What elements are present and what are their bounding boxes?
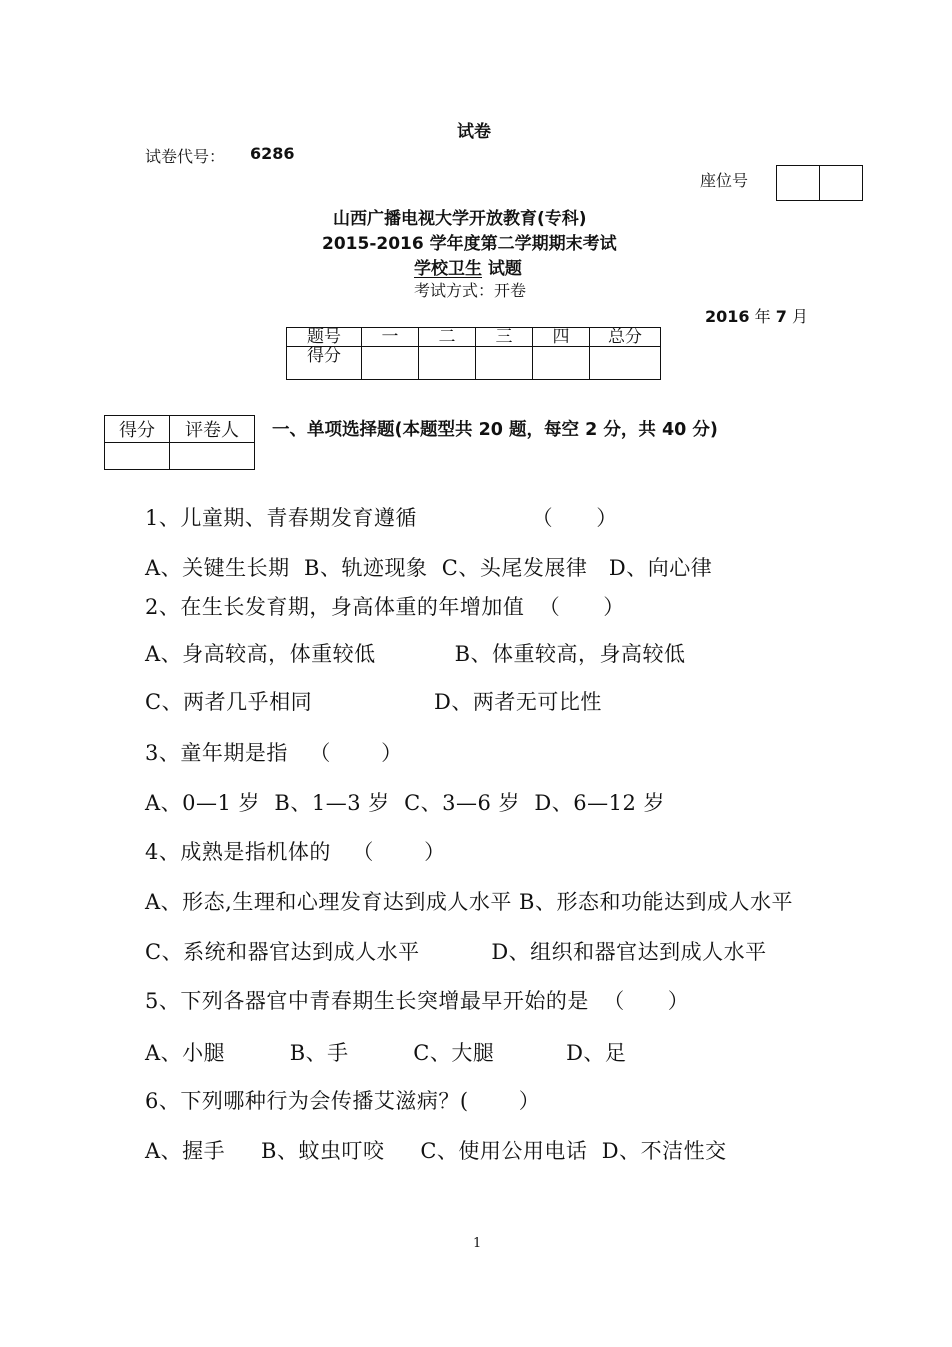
- exam-date-month-unit: 月: [791, 307, 808, 326]
- exam-term: 2015-2016 学年度第二学期期末考试: [322, 234, 617, 254]
- question-line: 2、在生长发育期，身高体重的年增加值 （ ）: [145, 595, 625, 619]
- page-number: 1: [473, 1236, 482, 1251]
- section-title: 一、单项选择题(本题型共 20 题，每空 2 分，共 40 分): [272, 420, 718, 440]
- option-line: A、握手 B、蚊虫叮咬 C、使用公用电话 D、不洁性交: [145, 1139, 727, 1163]
- question-line: 1、儿童期、青春期发育遵循 （ ）: [145, 506, 618, 530]
- exam-date-year: 2016: [705, 307, 750, 326]
- seat-box[interactable]: [820, 166, 863, 201]
- question-line: 6、下列哪种行为会传播艾滋病？( ）: [145, 1089, 541, 1113]
- score-header-cell: 一: [362, 328, 419, 347]
- question-line: 5、下列各器官中青春期生长突增最早开始的是 （ ）: [145, 989, 690, 1013]
- grader-header-cell: 得分: [105, 416, 170, 443]
- exam-title: 试卷: [457, 122, 491, 142]
- option-line: A、关键生长期 B、轨迹现象 C、头尾发展律 D、向心律: [145, 556, 713, 580]
- score-cell[interactable]: [533, 347, 590, 380]
- option-line: A、0—1 岁 B、1—3 岁 C、3—6 岁 D、6—12 岁: [145, 791, 666, 815]
- exam-code-label: 试卷代号：: [145, 147, 226, 166]
- score-header-cell: 总分: [590, 328, 661, 347]
- seat-label: 座位号: [700, 171, 749, 190]
- exam-date: [705, 304, 808, 327]
- grader-table: [104, 415, 255, 470]
- score-cell[interactable]: [362, 347, 419, 380]
- grader-cell[interactable]: [170, 443, 255, 470]
- score-header-cell: 三: [476, 328, 533, 347]
- option-line: A、形态,生理和心理发育达到成人水平 B、形态和功能达到成人水平: [145, 890, 793, 914]
- exam-date-month: 7: [775, 307, 787, 326]
- university-name: 山西广播电视大学开放教育(专科): [333, 209, 587, 229]
- question-line: 4、成熟是指机体的 （ ）: [145, 840, 446, 864]
- score-table: [286, 327, 661, 380]
- option-line: C、两者几乎相同 D、两者无可比性: [145, 690, 602, 714]
- seat-number-boxes: [776, 165, 863, 201]
- option-line: C、系统和器官达到成人水平 D、组织和器官达到成人水平: [145, 940, 767, 964]
- score-header-cell: 四: [533, 328, 590, 347]
- seat-box[interactable]: [777, 166, 820, 201]
- grader-header-cell: 评卷人: [170, 416, 255, 443]
- option-line: A、身高较高，体重较低 B、体重较高，身高较低: [145, 642, 686, 666]
- option-line: A、小腿 B、手 C、大腿 D、足: [145, 1041, 627, 1065]
- score-row-label: 得分: [287, 347, 362, 380]
- score-cell[interactable]: [476, 347, 533, 380]
- score-header-cell: 题号: [287, 328, 362, 347]
- subject-suffix: 试题: [487, 259, 522, 279]
- exam-date-year-unit: 年: [754, 307, 771, 326]
- subject-line: [414, 254, 522, 279]
- score-header-cell: 二: [419, 328, 476, 347]
- grader-cell[interactable]: [105, 443, 170, 470]
- subject-name: 学校卫生: [414, 259, 482, 279]
- exam-mode: 考试方式：开卷: [414, 281, 527, 300]
- score-cell[interactable]: [590, 347, 661, 380]
- score-cell[interactable]: [419, 347, 476, 380]
- question-line: 3、童年期是指 （ ）: [145, 741, 403, 765]
- exam-code-value: 6286: [250, 144, 295, 163]
